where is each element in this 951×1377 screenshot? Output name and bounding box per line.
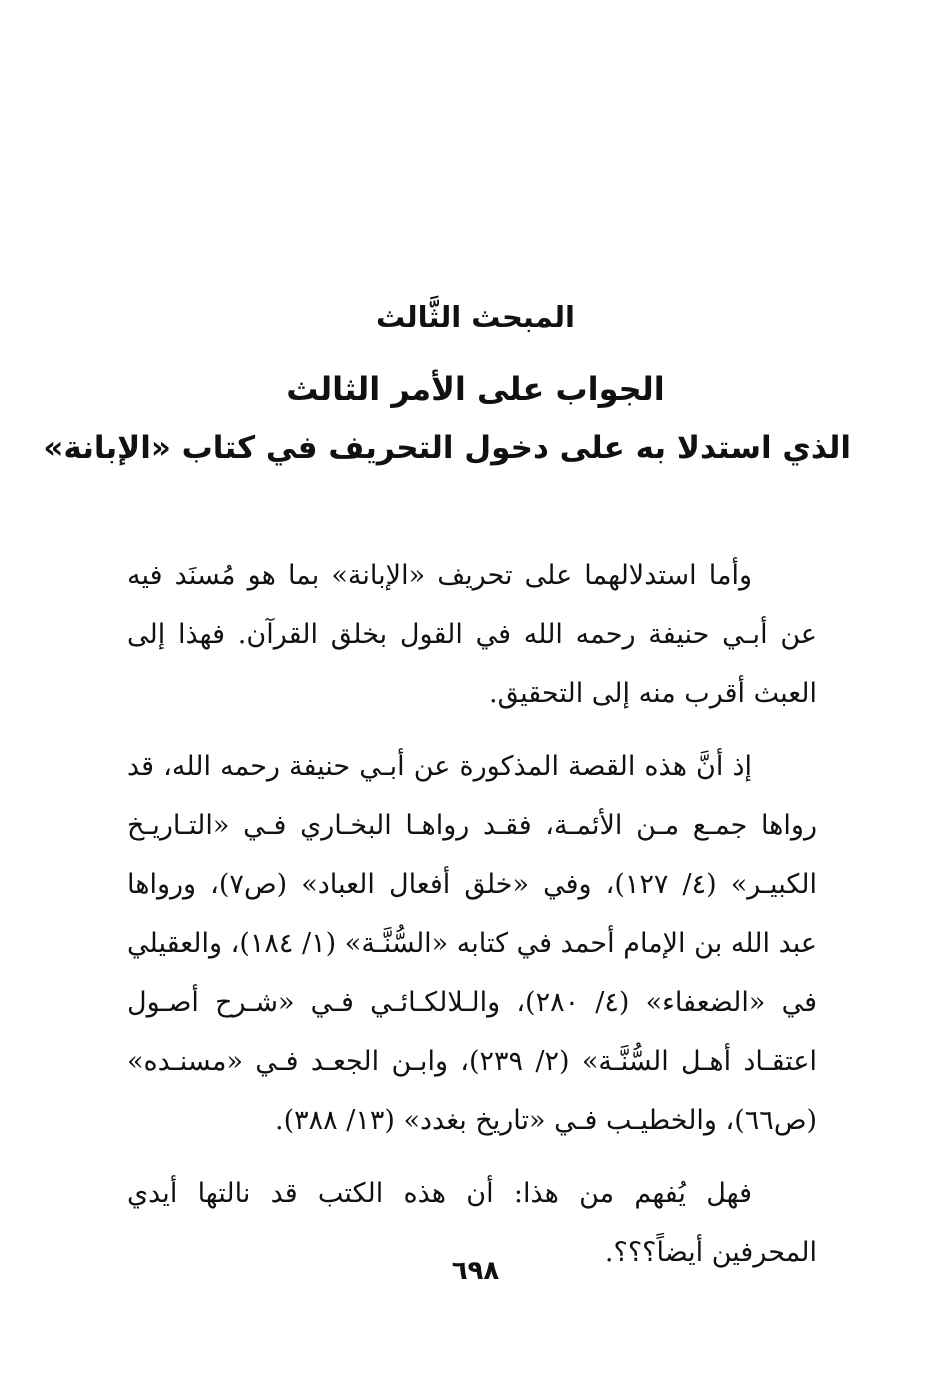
chapter-title: الجواب على الأمر الثالث [286,370,665,408]
paragraph-2: إذ أنَّ هذه القصة المذكورة عن أبـي حنيفة رحمه الله، قد رواها جمـع مـن الأئمـة، فقـد رواهـا البخـاري فـي «التـاريـخ الكبيـر» (٤/ ١٢٧)، وفي «خلق أفعال العباد» (ص٧)، ورواها عبد الله بن الإمام أحمد في كتابه «السُّنَّـة» (١/ ١٨٤)، والعقيلي في «الضعفاء» (٤/ ٢٨٠)، والـلالكـائـي فـي «شـرح أصـول اعتقـاد أهـل السُّنَّـة» (٢/ ٢٣٩)، وابـن الجعـد فـي «مسنـده» (ص٦٦)، والخطيـب فـي «تاريخ بغدد» (١٣/ ٣٨٨). [127,751,817,1136]
section-heading: المبحث الثَّالث [376,300,575,334]
chapter-subtitle: الذي استدلا به على دخول التحريف في كتاب «الإبانة» [43,430,851,466]
page-number: ٦٩٨ [451,1256,500,1286]
body-text [127,546,817,1296]
paragraph-1: وأما استدلالهما على تحريف «الإبانة» بما هو مُسنَد فيه عن أبـي حنيفة رحمه الله في القول بخلق القرآن. فهذا إلى العبث أقرب منه إلى التحقيق. [127,560,817,709]
paragraph-3: فهل يُفهم من هذا: أن هذه الكتب قد نالتها أيدي المحرفين أيضاً؟؟؟. [127,1178,817,1268]
